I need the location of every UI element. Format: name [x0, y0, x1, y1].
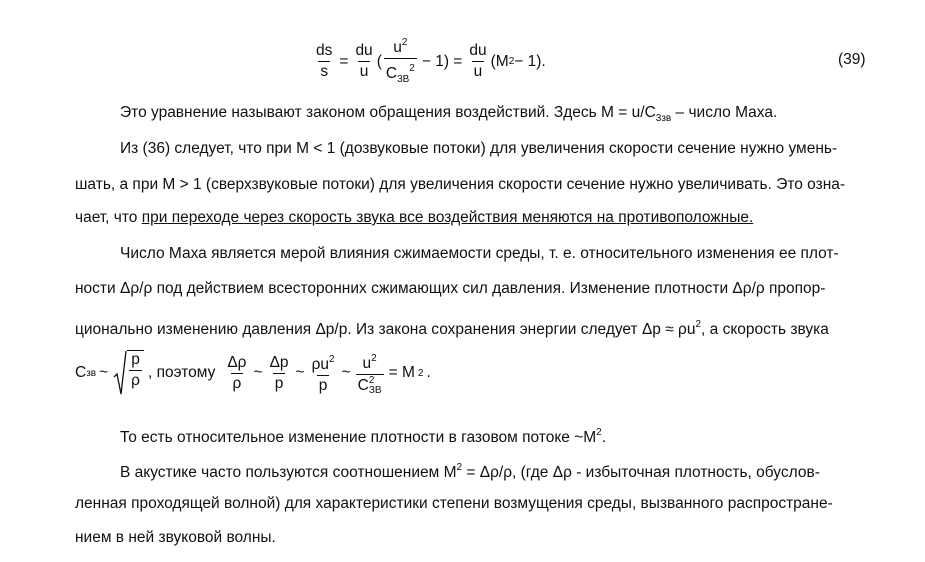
- frac-du-u: $\frac{du}{u}$: [355, 42, 373, 80]
- frac-u2-c2: $u^2$ C 2 ЗВ: [357, 353, 382, 396]
- text-line-7: ционально изменению давления Δp/p. Из закона сохранения энергии следует $\Delta p \approx \rho u^2$, а скорость звука: [75, 319, 829, 338]
- text-line-2: Из (36) следует, что при М < 1 (дозвуковые потоки) для увеличения скорости сечение нужно умень-: [120, 140, 838, 157]
- frac-ds-s: $\frac{ds}{s}$: [316, 42, 333, 80]
- text-line-10: В акустике часто пользуются соотношением $M^2 = \Delta\rho/\rho$, (где Δρ - избыточная плотность, обуслов-: [120, 462, 820, 481]
- text-line-11: ленная проходящей волной) для характеристики степени возмущения среды, вызванного распростране-: [75, 495, 833, 512]
- frac-u2-c3b2: $\frac{u^2}{C_{3В}^2}$: [384, 34, 417, 89]
- equation-39: $\frac{ds}{s}$ = $\frac{du}{u}$ ( $\frac{u^2}{C_{3В}^2}$ − 1) = $\frac{du}{u}$ (M 2 − 1).: [312, 34, 546, 89]
- text-line-9: То есть относительное изменение плотности в газовом потоке $\sim M^2$.: [120, 427, 607, 446]
- frac-drho-rho: $\frac{\Delta\rho}{\rho}$: [227, 353, 247, 392]
- frac-rhou2-p: $\frac{\rho u^2}{p}$: [311, 354, 335, 394]
- frac-dp-p: $\frac{\Delta p}{p}$: [269, 353, 289, 392]
- sqrt-p-rho: $\frac{p}{\rho}$: [113, 350, 144, 396]
- text-line-5: Число Маха является мерой влияния сжимаемости среды, т. е. относительного изменения ее плот-: [120, 245, 839, 262]
- text-line-3: шать, а при М > 1 (сверхзвуковые потоки) для увеличения скорости сечение нужно увеличивать. Это озна-: [75, 176, 846, 193]
- underlined-statement: при переходе через скорость звука все воздействия меняются на противоположные.: [141, 209, 754, 226]
- text-line-6: ности Δρ/ρ под действием всесторонних сжимающих сил давления. Изменение плотности Δρ/ρ пропор-: [75, 280, 826, 297]
- equation-number: (39): [838, 51, 866, 68]
- text-line-4: чает, что при переходе через скорость звука все воздействия меняются на противоположные.: [75, 209, 754, 226]
- text-line-1: Это уравнение называют законом обращения воздействий. Здесь $М = u/C_{3зв}$ – число Маха.: [120, 104, 778, 124]
- text-line-12: нием в ней звуковой волны.: [75, 529, 276, 546]
- frac-du-u-2: $\frac{du}{u}$: [469, 42, 487, 80]
- equation-sound-speed: C зв ~ $\frac{p}{\rho}$ , поэтому $\frac{\Delta\rho}{\rho}$ ~ $\frac{\Delta p}{p}$ ~ $\frac{\rho u^2}{p}$ ~ $u^2$ C 2 ЗВ = M 2 .: [75, 351, 431, 396]
